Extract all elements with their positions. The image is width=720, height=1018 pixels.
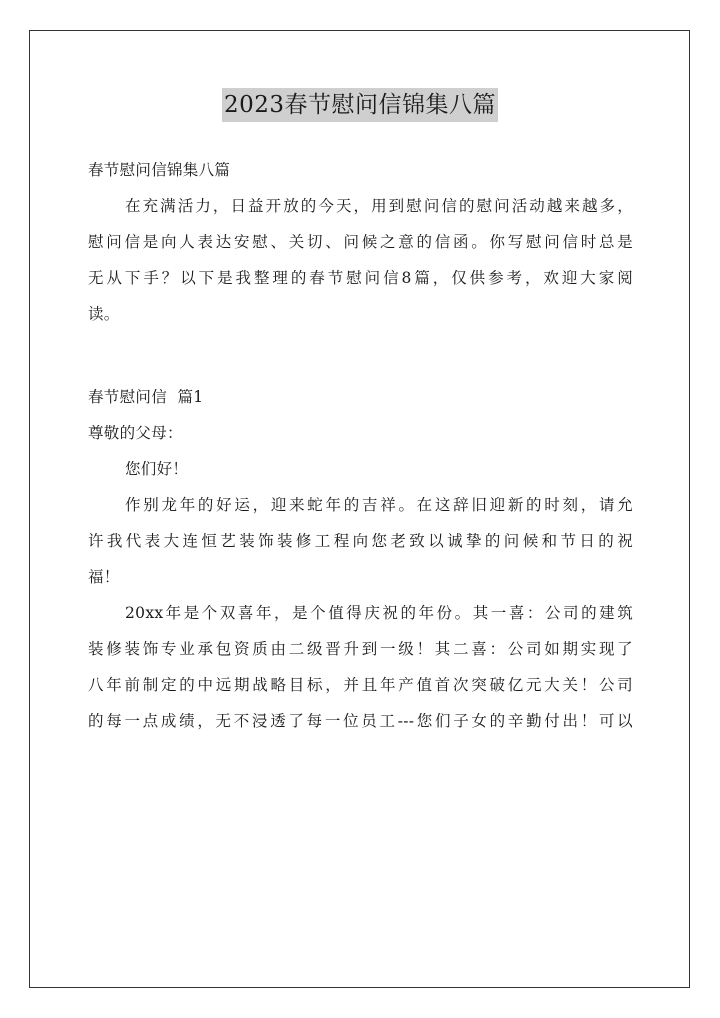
section-heading: 春节慰问信 篇1 bbox=[88, 388, 204, 406]
section-spacer bbox=[88, 332, 633, 379]
intro-line: 无从下手？以下是我整理的春节慰问信8篇，仅供参考，欢迎大家阅 bbox=[88, 269, 633, 287]
subtitle: 春节慰问信锦集八篇 bbox=[88, 161, 231, 179]
intro-line: 在充满活力，日益开放的今天，用到慰问信的慰问活动越来越多， bbox=[125, 197, 633, 215]
intro-line: 慰问信是向人表达安慰、关切、问候之意的信函。你写慰问信时总是 bbox=[88, 233, 633, 251]
paragraph-line: 的每一点成绩，无不浸透了每一位员工---您们子女的辛勤付出！可以 bbox=[88, 712, 633, 730]
intro-line: 读。 bbox=[88, 305, 120, 323]
paragraph-line: 装修装饰专业承包资质由二级晋升到一级！其二喜：公司如期实现了 bbox=[88, 640, 633, 658]
title-container bbox=[0, 88, 720, 122]
paragraph-line: 八年前制定的中远期战略目标，并且年产值首次突破亿元大关！公司 bbox=[88, 676, 633, 694]
paragraph-line: 许我代表大连恒艺装饰装修工程向您老致以诚挚的问候和节日的祝 bbox=[88, 532, 633, 550]
document-body bbox=[88, 152, 633, 739]
document-title: 2023春节慰问信锦集八篇 bbox=[222, 88, 498, 122]
paragraph-line: 作别龙年的好运，迎来蛇年的吉祥。在这辞旧迎新的时刻，请允 bbox=[125, 496, 633, 514]
salutation: 尊敬的父母： bbox=[88, 424, 183, 442]
paragraph-line: 20xx年是个双喜年，是个值得庆祝的年份。其一喜：公司的建筑 bbox=[125, 604, 633, 622]
greeting: 您们好！ bbox=[125, 460, 189, 478]
paragraph-line: 福！ bbox=[88, 568, 120, 586]
